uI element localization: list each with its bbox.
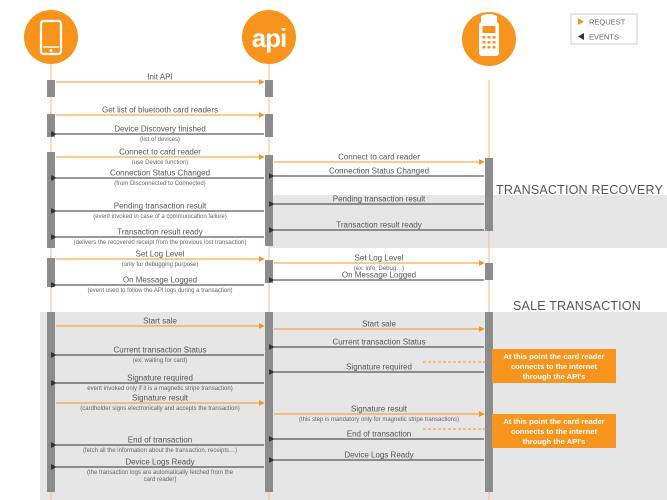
message-label: Signature required bbox=[127, 373, 193, 383]
message-label: Start sale bbox=[143, 316, 177, 326]
message-label: Connection Status Changed bbox=[328, 166, 430, 176]
message-r-message-logged bbox=[274, 271, 484, 281]
api-activation bbox=[265, 114, 273, 137]
message-sublabel: (use Device function) bbox=[131, 160, 189, 166]
note-1-line-2: connects to the internet bbox=[510, 362, 598, 371]
message-sublabel: (ex: info, Debug…) bbox=[353, 266, 405, 272]
section-title-recovery: TRANSACTION RECOVERY bbox=[496, 183, 663, 197]
note-2-line-3: through the API's bbox=[522, 437, 586, 446]
message-label: Device Logs Ready bbox=[344, 450, 414, 460]
reader-activation bbox=[485, 312, 493, 492]
api-activation bbox=[265, 80, 273, 97]
message-sublabel: (event used to follow the API logs during a transaction) bbox=[87, 288, 233, 294]
reader-activation bbox=[485, 263, 493, 280]
phone-activation bbox=[47, 258, 55, 287]
note-2-line-1: At this point the card reader bbox=[503, 417, 605, 426]
message-label: End of transaction bbox=[346, 429, 412, 439]
section-title-sale: SALE TRANSACTION bbox=[513, 299, 641, 313]
message-label: Pending transaction result bbox=[113, 201, 207, 211]
message-sublabel: (fetch all the information about the transaction, receipts…) bbox=[82, 448, 238, 454]
legend-request-label: REQUEST bbox=[589, 17, 626, 27]
api-activation bbox=[265, 260, 273, 283]
message-message-logged bbox=[56, 276, 264, 295]
message-sublabel: card reader) bbox=[143, 477, 177, 483]
message-sublabel: (this step is mandatory only for magnetic stripe transactions) bbox=[298, 417, 460, 423]
message-r-connection-status bbox=[274, 167, 484, 177]
api-activation bbox=[265, 312, 273, 492]
api-actor bbox=[242, 10, 296, 64]
message-label: Transaction result ready bbox=[336, 220, 422, 230]
message-label: Signature result bbox=[350, 404, 408, 414]
message-connection-status bbox=[56, 169, 264, 188]
note-1-line-3: through the API's bbox=[522, 372, 586, 381]
card-reader-icon bbox=[479, 14, 499, 56]
message-sublabel: (event invoked in case of a communication failure) bbox=[93, 214, 227, 220]
message-sublabel: (only for debugging purpose) bbox=[121, 262, 199, 268]
message-label: Connect to card reader bbox=[338, 152, 420, 162]
message-connect-reader bbox=[56, 148, 264, 167]
message-sublabel: (list of devices) bbox=[139, 137, 181, 143]
message-label: Init API bbox=[147, 72, 173, 82]
message-label: Connection Status Changed bbox=[109, 168, 211, 178]
message-label: Device Logs Ready bbox=[125, 457, 195, 467]
phone-activation bbox=[47, 152, 55, 248]
message-device-discovery bbox=[56, 125, 264, 144]
message-r-connect-reader bbox=[274, 153, 484, 163]
phone-activation bbox=[47, 114, 55, 137]
recovery-band bbox=[270, 195, 667, 248]
message-label: Signature result bbox=[131, 393, 189, 403]
message-sublabel: (cardholder signs electronically and accepts the transaction) bbox=[80, 406, 240, 412]
message-label: On Message Logged bbox=[341, 270, 417, 280]
message-label: Pending transaction result bbox=[332, 194, 426, 204]
message-label: On Message Logged bbox=[122, 275, 198, 285]
message-label: Set Log Level bbox=[354, 253, 404, 263]
message-label: End of transaction bbox=[127, 435, 193, 445]
message-init-api bbox=[56, 73, 264, 83]
message-sublabel: (delivers the recovered receipt from the previous lost transaction) bbox=[73, 240, 247, 246]
message-label: Current transaction Status bbox=[113, 345, 207, 355]
legend-events-label: EVENTS bbox=[589, 32, 620, 42]
note-1-line-1: At this point the card reader bbox=[503, 352, 605, 361]
card-reader-actor bbox=[462, 12, 516, 66]
message-label: Set Log Level bbox=[135, 249, 185, 259]
message-r-set-log-level bbox=[274, 254, 484, 273]
message-sublabel: event invoked only if it is a magnetic stripe transaction) bbox=[87, 386, 233, 392]
message-label: Device Discovery finished bbox=[114, 124, 206, 134]
message-label: Connect to card reader bbox=[119, 147, 201, 157]
legend bbox=[571, 14, 637, 44]
message-label: Current transaction Status bbox=[332, 337, 426, 347]
message-result-ready bbox=[56, 228, 264, 247]
api-activation bbox=[265, 155, 273, 246]
message-set-log-level bbox=[56, 250, 264, 269]
message-label: Get list of bluetooth card readers bbox=[101, 105, 219, 115]
message-label: Start sale bbox=[362, 319, 396, 329]
phone-actor-circle bbox=[24, 10, 78, 64]
message-sublabel: (the transaction logs are automatically fetched from the bbox=[86, 470, 234, 476]
message-label: Signature required bbox=[346, 362, 412, 372]
note-2-line-2: connects to the internet bbox=[510, 427, 598, 436]
phone-actor bbox=[24, 10, 78, 64]
message-get-bluetooth bbox=[56, 106, 264, 116]
api-actor-label: api bbox=[251, 23, 287, 53]
message-sublabel: (from Disconnected to Connected) bbox=[114, 181, 206, 187]
message-sublabel: (ex: waiting for card) bbox=[132, 358, 188, 364]
message-pending-result bbox=[56, 202, 264, 221]
phone-activation bbox=[47, 80, 55, 97]
message-label: Transaction result ready bbox=[117, 227, 203, 237]
phone-activation bbox=[47, 312, 55, 492]
reader-activation bbox=[485, 158, 493, 231]
